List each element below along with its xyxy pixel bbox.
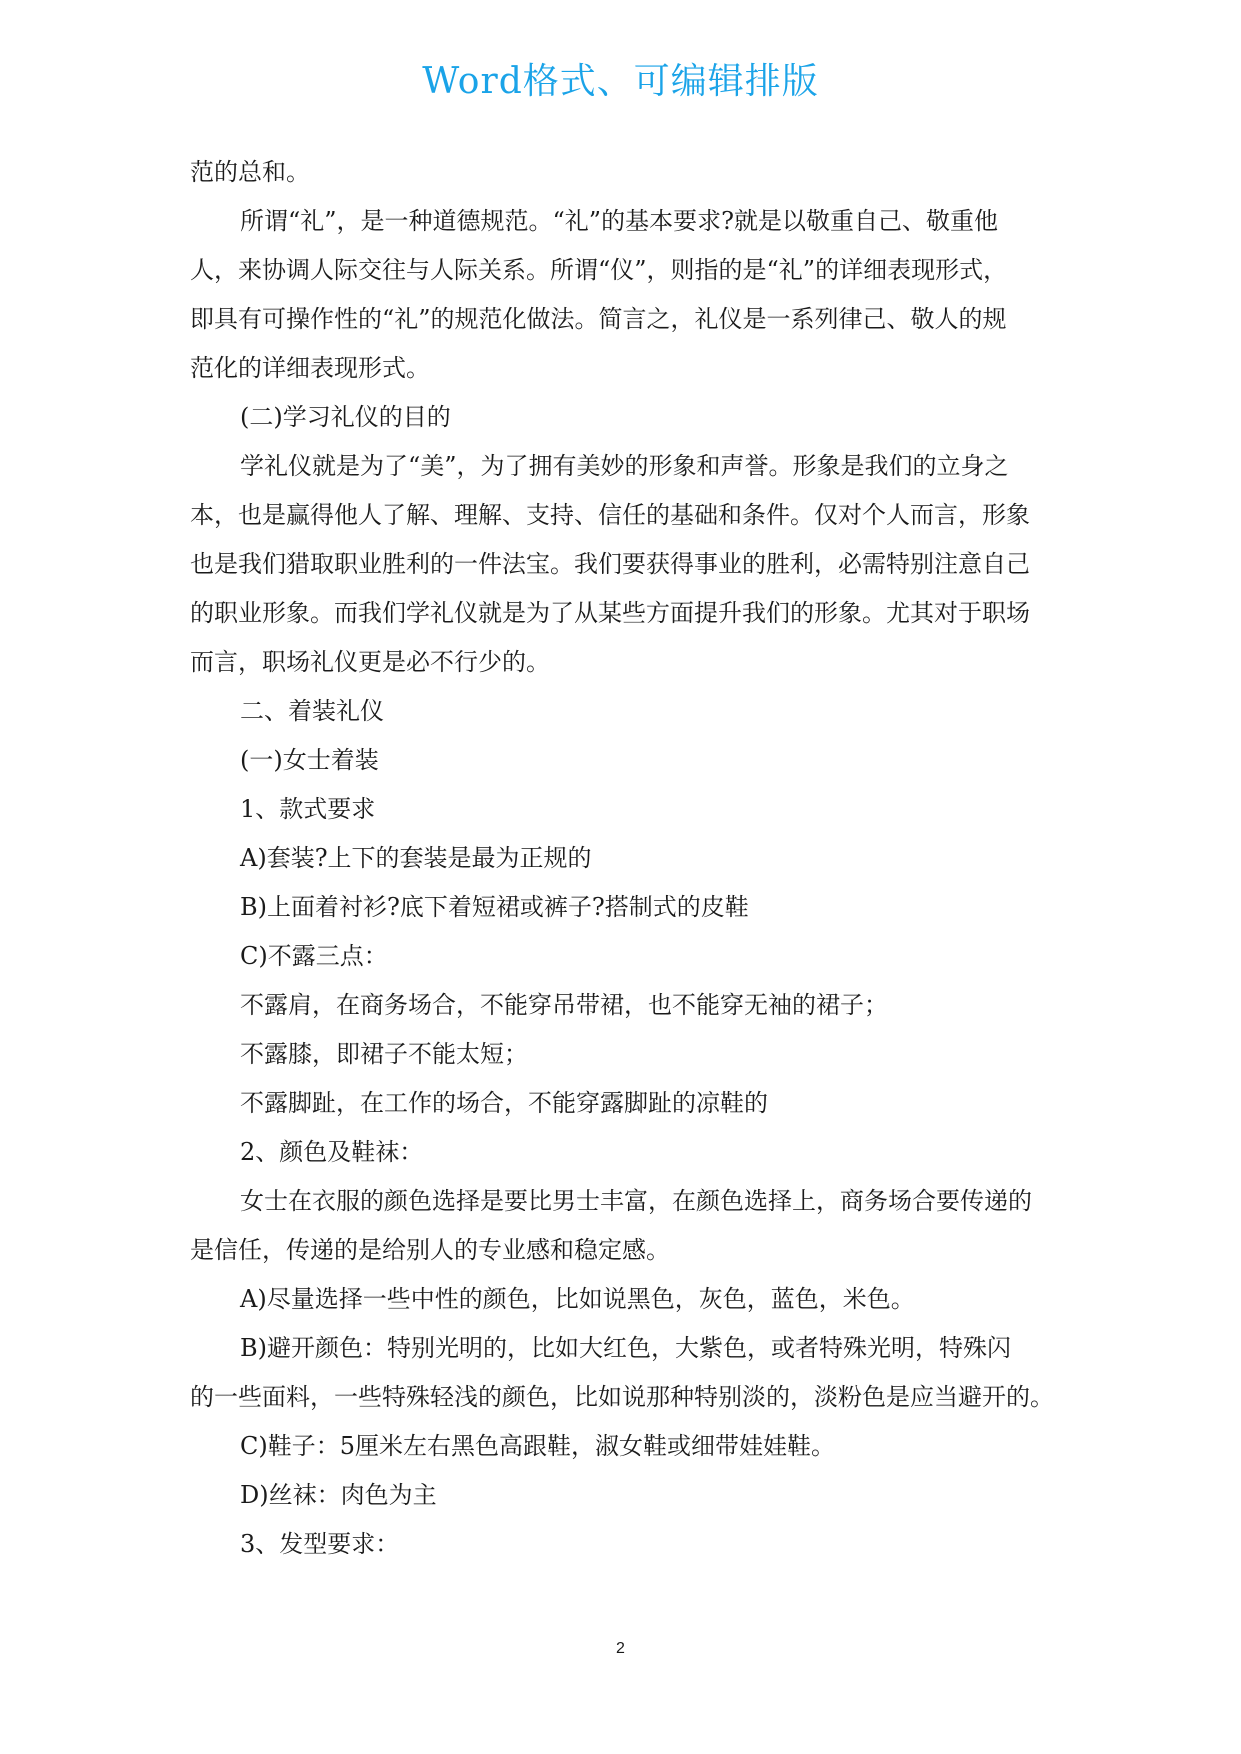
page-number: 2 <box>616 1640 625 1657</box>
text-line: 二、着装礼仪 <box>240 697 384 725</box>
text-line: (一)女士着装 <box>240 746 379 774</box>
text-line: 不露膝，即裙子不能太短； <box>240 1040 528 1068</box>
page-header-title: Word格式、可编辑排版 <box>422 61 819 102</box>
text-line: 是信任，传递的是给别人的专业感和稳定感。 <box>190 1236 670 1264</box>
text-line: B)避开颜色：特别光明的，比如大红色，大紫色，或者特殊光明，特殊闪 <box>240 1334 1011 1362</box>
text-line: C)不露三点： <box>240 942 388 970</box>
text-line: 不露脚趾，在工作的场合，不能穿露脚趾的凉鞋的 <box>240 1089 768 1117</box>
text-line: 的职业形象。而我们学礼仪就是为了从某些方面提升我们的形象。尤其对于职场 <box>190 599 1030 627</box>
text-line: 也是我们猎取职业胜利的一件法宝。我们要获得事业的胜利，必需特别注意自己 <box>190 550 1030 578</box>
text-line: 学礼仪就是为了“美”，为了拥有美妙的形象和声誉。形象是我们的立身之 <box>240 452 1009 480</box>
text-line: C)鞋子：5厘米左右黑色高跟鞋，淑女鞋或细带娃娃鞋。 <box>240 1432 835 1460</box>
text-line: 1、款式要求 <box>240 795 376 823</box>
text-line: 2、颜色及鞋袜： <box>240 1138 424 1166</box>
text-line: 所谓“礼”，是一种道德规范。“礼”的基本要求?就是以敬重自己、敬重他 <box>240 207 998 235</box>
text-line: 范的总和。 <box>190 158 310 186</box>
text-line: (二)学习礼仪的目的 <box>240 403 451 431</box>
text-line: 3、发型要求： <box>240 1530 400 1558</box>
text-line: 人，来协调人际交往与人际关系。所谓“仪”，则指的是“礼”的详细表现形式， <box>190 256 1008 284</box>
text-line: B)上面着衬衫?底下着短裙或裤子?搭制式的皮鞋 <box>240 893 749 921</box>
text-line: A)尽量选择一些中性的颜色，比如说黑色，灰色，蓝色，米色。 <box>240 1285 915 1313</box>
text-line: 范化的详细表现形式。 <box>190 354 430 382</box>
text-line: 本，也是赢得他人了解、理解、支持、信任的基础和条件。仅对个人而言，形象 <box>190 501 1030 529</box>
text-line: 即具有可操作性的“礼”的规范化做法。简言之，礼仪是一系列律己、敬人的规 <box>190 305 1007 333</box>
document-body <box>190 148 1060 1569</box>
text-line: 而言，职场礼仪更是必不行少的。 <box>190 648 550 676</box>
text-line: 的一些面料，一些特殊轻浅的颜色，比如说那种特别淡的，淡粉色是应当避开的。 <box>190 1383 1054 1411</box>
text-line: A)套装?上下的套装是最为正规的 <box>240 844 592 872</box>
text-line: 不露肩，在商务场合，不能穿吊带裙，也不能穿无袖的裙子； <box>240 991 888 1019</box>
text-line: D)丝袜：肉色为主 <box>240 1481 437 1509</box>
text-line: 女士在衣服的颜色选择是要比男士丰富，在颜色选择上，商务场合要传递的 <box>240 1187 1032 1215</box>
